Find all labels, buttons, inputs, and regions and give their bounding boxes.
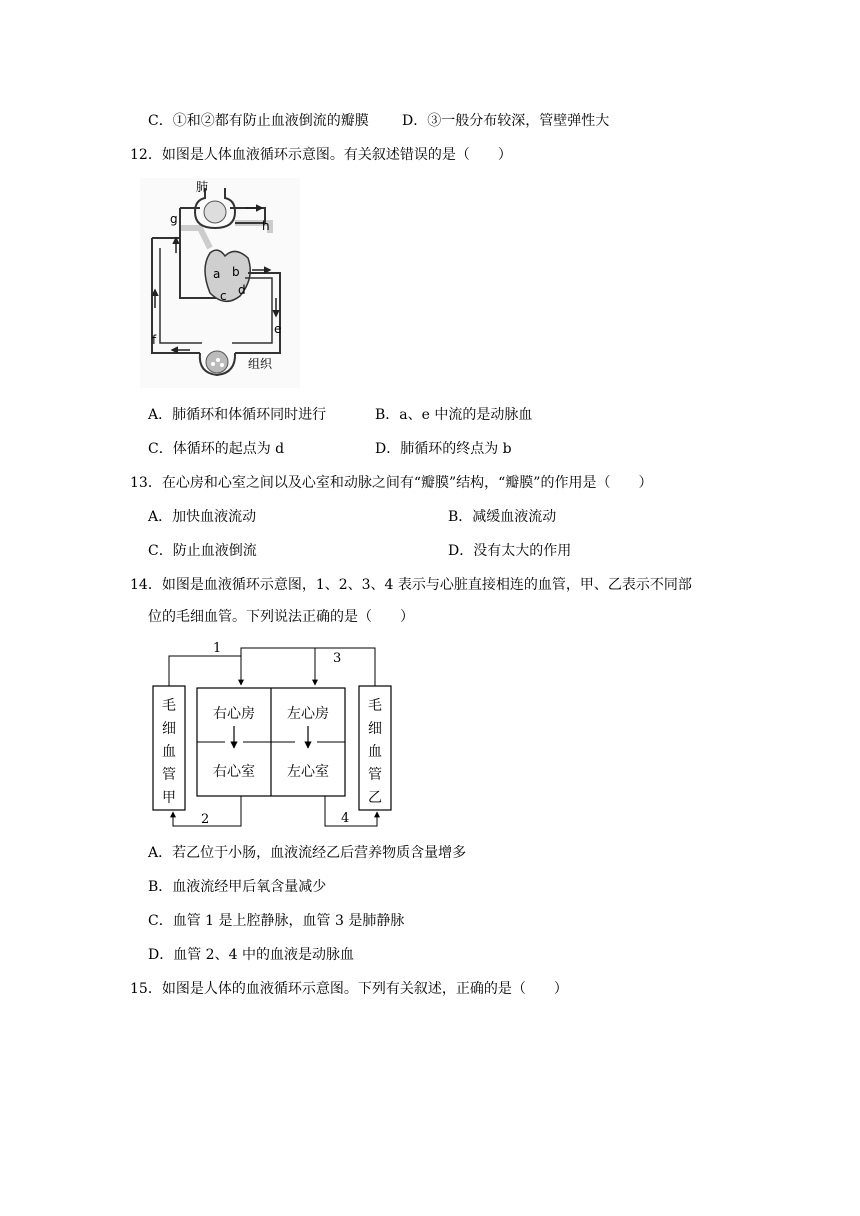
label-lung: 肺 xyxy=(196,180,209,194)
label-f: f xyxy=(152,333,157,347)
label-b: b xyxy=(232,265,240,279)
q11-option-d: D．③一般分布较深，管壁弹性大 xyxy=(402,113,610,129)
label-a: a xyxy=(213,267,221,281)
q13-stem: 13．在心房和心室之间以及心室和动脉之间有“瓣膜”结构，“瓣膜”的作用是（ ） xyxy=(130,475,653,491)
q14-stem-line1: 14．如图是血液循环示意图，1、2、3、4 表示与心脏直接相连的血管，甲、乙表示不同部 xyxy=(130,577,692,593)
cap-left-char-2: 细 xyxy=(162,721,176,737)
q13-option-c: C．防止血液倒流 xyxy=(148,543,257,559)
cap-left-char-3: 血 xyxy=(162,744,176,760)
q15-stem: 15．如图是人体的血液循环示意图。下列有关叙述，正确的是（ ） xyxy=(130,981,568,997)
q12-option-a: A．肺循环和体循环同时进行 xyxy=(148,407,327,423)
cap-left-char-5: 甲 xyxy=(162,790,176,806)
q13-option-d: D．没有太大的作用 xyxy=(448,543,572,559)
cap-right-char-5: 乙 xyxy=(368,790,382,806)
right-atrium-label: 右心房 xyxy=(213,706,255,722)
vessel-4-label: 4 xyxy=(341,811,350,826)
q14-option-c: C．血管 1 是上腔静脉，血管 3 是肺静脉 xyxy=(148,913,405,929)
q12-option-b: B．a、e 中流的是动脉血 xyxy=(375,407,533,423)
cap-right-char-4: 管 xyxy=(368,767,382,783)
cap-left-char-4: 管 xyxy=(162,767,176,783)
label-c: c xyxy=(220,289,227,303)
q11-option-c: C．①和②都有防止血液倒流的瓣膜 xyxy=(148,113,369,129)
q14-circulation-figure xyxy=(145,638,395,833)
q13-option-b: B．减缓血液流动 xyxy=(448,509,557,525)
q13-option-a: A．加快血液流动 xyxy=(148,509,257,525)
q14-stem-line2: 位的毛细血管。下列说法正确的是（ ） xyxy=(148,609,414,625)
label-d: d xyxy=(238,283,246,297)
cap-right-char-3: 血 xyxy=(368,744,382,760)
vessel-2-label: 2 xyxy=(201,812,210,827)
label-h: h xyxy=(262,219,270,233)
q12-option-d: D．肺循环的终点为 b xyxy=(375,441,512,457)
q14-option-b: B．血液流经甲后氧含量减少 xyxy=(148,879,327,895)
vessel-3-label: 3 xyxy=(333,651,342,666)
vessel-1-label: 1 xyxy=(213,641,222,656)
left-ventricle-label: 左心室 xyxy=(287,764,329,780)
q14-option-d: D．血管 2、4 中的血液是动脉血 xyxy=(148,947,354,963)
q12-option-c: C．体循环的起点为 d xyxy=(148,441,285,457)
label-e: e xyxy=(274,322,282,336)
left-atrium-label: 左心房 xyxy=(287,706,329,722)
cap-right-char-2: 细 xyxy=(368,721,382,737)
q12-stem: 12．如图是人体血液循环示意图。有关叙述错误的是（ ） xyxy=(130,147,512,163)
right-ventricle-label: 右心室 xyxy=(213,764,255,780)
q12-circulation-figure xyxy=(140,178,300,388)
cap-left-char-1: 毛 xyxy=(162,698,176,714)
q14-option-a: A．若乙位于小肠，血液流经乙后营养物质含量增多 xyxy=(148,845,467,861)
cap-right-char-1: 毛 xyxy=(368,698,382,714)
label-g: g xyxy=(170,212,178,226)
label-tissue: 组织 xyxy=(248,357,273,371)
